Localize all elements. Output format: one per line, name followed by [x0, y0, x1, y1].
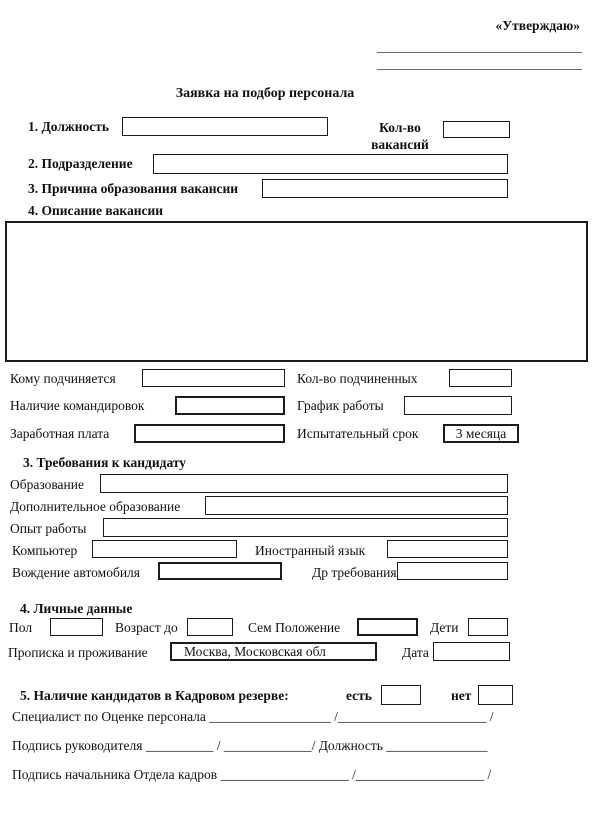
driving-field[interactable] [158, 562, 282, 580]
other-requirements-field[interactable] [397, 562, 508, 580]
other-requirements-label: Др требования [312, 565, 397, 580]
department-label: 2. Подразделение [28, 156, 133, 171]
business-trips-field[interactable] [175, 396, 285, 415]
experience-label: Опыт работы [10, 521, 87, 536]
additional-education-label: Дополнительное образование [10, 499, 181, 514]
position-field[interactable] [122, 117, 328, 136]
hr-head-signature-line: Подпись начальника Отдела кадров ___________________ /___________________ / [12, 767, 492, 782]
reserve-yes-label: есть [346, 688, 372, 703]
approve-label: «Утверждаю» [495, 18, 580, 33]
salary-label: Заработная плата [10, 426, 110, 441]
vacancy-reason-field[interactable] [262, 179, 508, 198]
residence-label: Прописка и проживание [8, 645, 148, 660]
vacancies-count-label [355, 119, 445, 153]
date-field[interactable] [433, 642, 510, 661]
reserve-header: 5. Наличие кандидатов в Кадровом резерве: [20, 688, 289, 703]
reserve-no-field[interactable] [478, 685, 513, 705]
vacancy-description-label: 4. Описание вакансии [28, 203, 164, 218]
vacancies-count-label-line2: вакансий [371, 137, 429, 152]
specialist-signature-line: Специалист по Оценке персонала __________________ /______________________ / [12, 709, 494, 724]
vacancy-reason-label: 3. Причина образования вакансии [28, 181, 239, 196]
business-trips-label: Наличие командировок [10, 398, 145, 413]
reserve-no-label: нет [451, 688, 472, 703]
subordinates-field[interactable] [449, 369, 512, 387]
probation-field[interactable]: 3 месяца [443, 424, 519, 443]
vacancies-count-field[interactable] [443, 121, 510, 138]
driving-label: Вождение автомобиля [12, 565, 140, 580]
age-label: Возраст до [115, 620, 178, 635]
reports-to-label: Кому подчиняется [10, 371, 116, 386]
education-label: Образование [10, 477, 84, 492]
work-schedule-field[interactable] [404, 396, 512, 415]
page-title: Заявка на подбор персонала [175, 86, 355, 101]
foreign-language-field[interactable] [387, 540, 508, 558]
additional-education-field[interactable] [205, 496, 508, 515]
gender-label: Пол [9, 620, 33, 635]
probation-label: Испытательный срок [297, 426, 419, 441]
gender-field[interactable] [50, 618, 103, 636]
requirements-header: 3. Требования к кандидату [23, 455, 187, 470]
work-schedule-label: График работы [297, 398, 384, 413]
foreign-language-label: Иностранный язык [255, 543, 366, 558]
department-field[interactable] [153, 154, 508, 174]
education-field[interactable] [100, 474, 508, 493]
position-label: 1. Должность [28, 119, 110, 134]
children-field[interactable] [468, 618, 508, 636]
age-field[interactable] [187, 618, 233, 636]
date-label: Дата [402, 645, 429, 660]
personal-data-header: 4. Личные данные [20, 601, 133, 616]
vacancies-count-label-line1: Кол-во [379, 120, 421, 135]
computer-label: Компьютер [12, 543, 78, 558]
marital-status-field[interactable] [357, 618, 418, 636]
residence-field[interactable]: Москва, Московская обл [170, 642, 377, 661]
computer-field[interactable] [92, 540, 237, 558]
approve-signature-line-1 [377, 52, 582, 53]
children-label: Дети [430, 620, 459, 635]
approve-signature-line-2 [377, 69, 582, 70]
manager-signature-line: Подпись руководителя __________ / _____________/ Должность _______________ [12, 738, 488, 753]
reserve-yes-field[interactable] [381, 685, 421, 705]
marital-status-label: Сем Положение [248, 620, 341, 635]
experience-field[interactable] [103, 518, 508, 537]
salary-field[interactable] [134, 424, 285, 443]
subordinates-label: Кол-во подчиненных [297, 371, 418, 386]
vacancy-description-field[interactable] [5, 221, 588, 362]
reports-to-field[interactable] [142, 369, 285, 387]
